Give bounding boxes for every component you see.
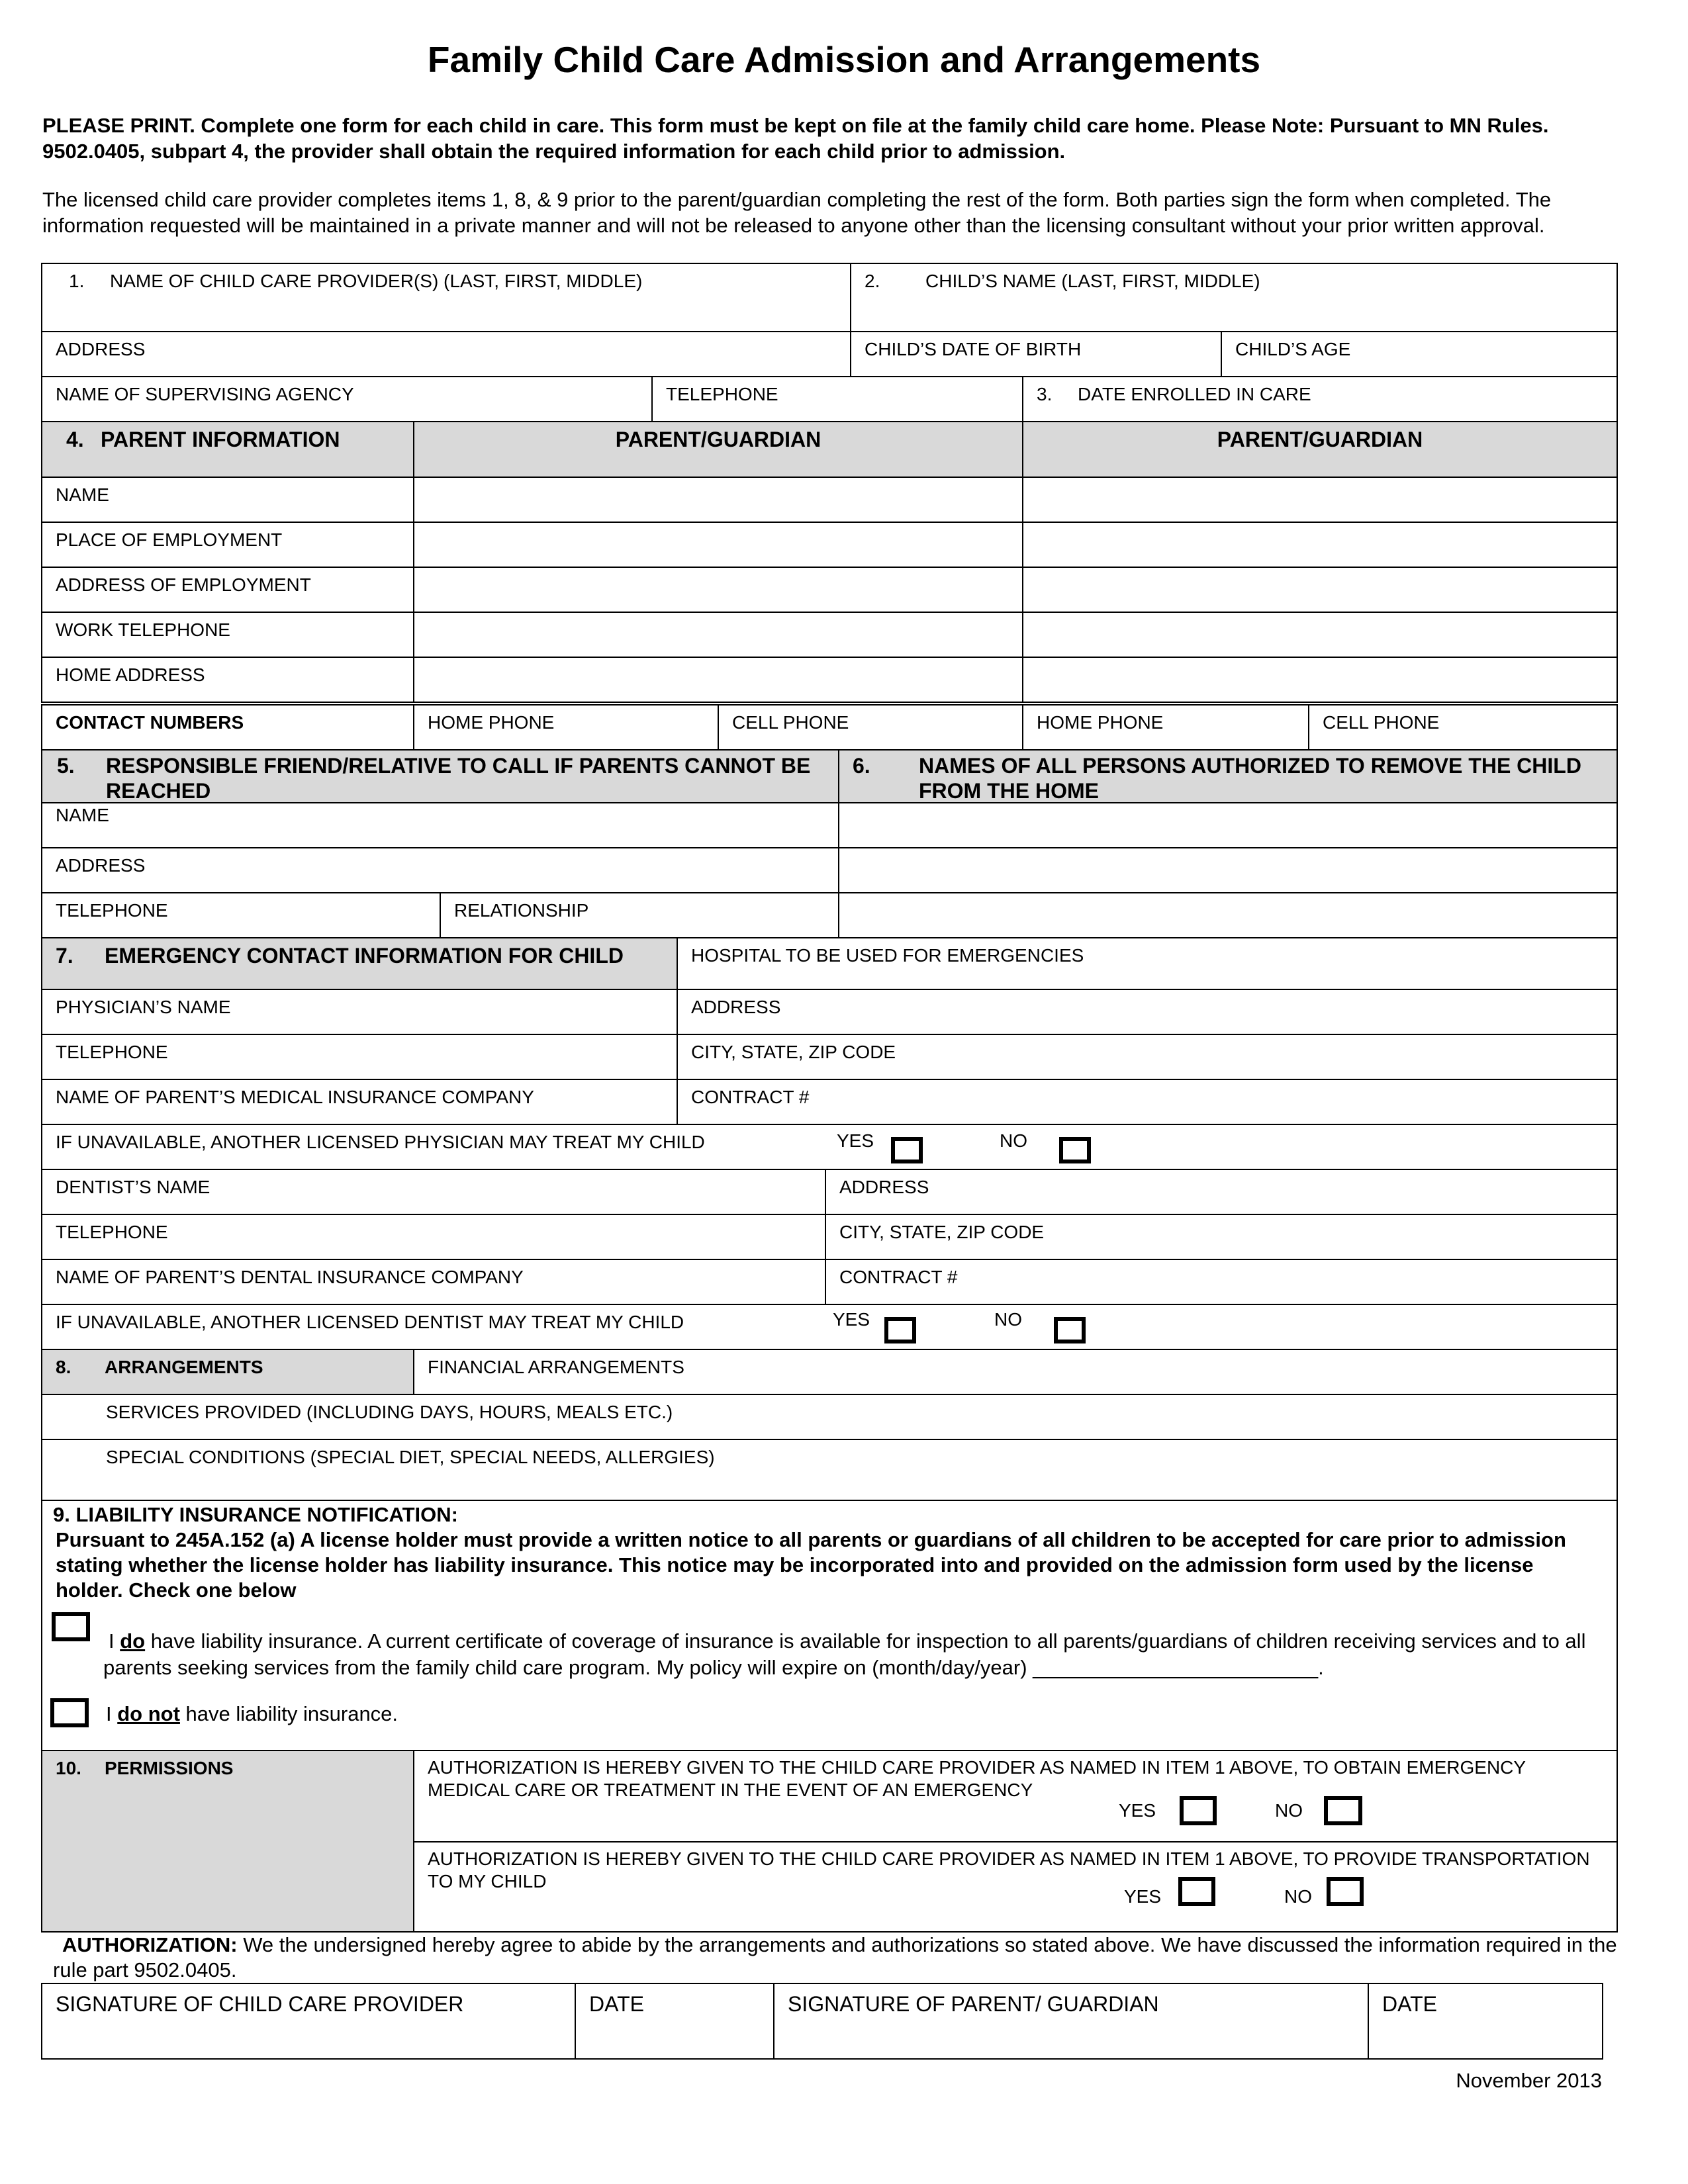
intro-privacy-note: The licensed child care provider completes items 1, 8, & 9 prior to the parent/guardian completing the rest of the form. Both parties sign the form when completed. The information requested will be maintained in a private manner and will not be released to anyone other than the licensing consultant without your prior written approval. <box>42 188 1552 237</box>
physician-city-field[interactable] <box>677 1034 1618 1080</box>
field-label: TELEPHONE <box>56 900 168 921</box>
emergency-care-yes-checkbox[interactable] <box>1180 1796 1217 1825</box>
dentist-city-field[interactable] <box>825 1214 1618 1260</box>
parent1-home-address-field[interactable] <box>413 657 1023 703</box>
transportation-no-checkbox[interactable] <box>1327 1877 1364 1906</box>
field-label: CITY, STATE, ZIP CODE <box>839 1222 1045 1242</box>
field-label: HOME PHONE <box>1037 712 1164 733</box>
parent2-place-of-employment-field[interactable] <box>1022 522 1618 568</box>
no-label: NO <box>1000 1130 1027 1151</box>
provider-name-field[interactable] <box>41 263 851 332</box>
field-label: ADDRESS <box>56 339 146 359</box>
field-label: SIGNATURE OF CHILD CARE PROVIDER <box>56 1992 464 2016</box>
form-title: Family Child Care Admission and Arrangements <box>427 39 1261 80</box>
field-label: DATE <box>589 1992 644 2016</box>
authorized-persons-header <box>838 749 1618 803</box>
dentist-consent-row <box>41 1304 1618 1350</box>
field-label: IF UNAVAILABLE, ANOTHER LICENSED DENTIST MAY TREAT MY CHILD <box>56 1312 684 1332</box>
dental-insurance-field[interactable] <box>41 1259 826 1305</box>
field-label: FINANCIAL ARRANGEMENTS <box>428 1357 684 1377</box>
date-enrolled-field[interactable] <box>1022 376 1618 422</box>
field-label: SERVICES PROVIDED (INCLUDING DAYS, HOURS, MEALS ETC.) <box>106 1402 673 1422</box>
dentist-no-checkbox[interactable] <box>1054 1317 1086 1343</box>
yes-label: YES <box>833 1309 870 1330</box>
field-label: TELEPHONE <box>666 384 778 404</box>
parent-place-of-employment-label: PLACE OF EMPLOYMENT <box>41 522 414 568</box>
field-label: DATE ENROLLED IN CARE <box>1078 384 1311 404</box>
dentist-address-field[interactable] <box>825 1169 1618 1215</box>
field-label: SIGNATURE OF PARENT/ GUARDIAN <box>788 1992 1159 2016</box>
parent2-name-field[interactable] <box>1022 477 1618 523</box>
item-number: 2. <box>865 271 880 291</box>
section-title: ARRANGEMENTS <box>105 1357 263 1377</box>
child-name-field[interactable] <box>850 263 1618 332</box>
field-label: RELATIONSHIP <box>454 900 589 921</box>
yes-label: YES <box>1124 1886 1162 1907</box>
physician-no-checkbox[interactable] <box>1059 1137 1091 1163</box>
contact-numbers-label: CONTACT NUMBERS <box>41 704 414 751</box>
parent-guardian-1-header: PARENT/GUARDIAN <box>413 421 1023 478</box>
parent-name-label: NAME <box>41 477 414 523</box>
hospital-field[interactable] <box>677 937 1618 990</box>
field-label: NAME OF PARENT’S MEDICAL INSURANCE COMPANY <box>56 1087 534 1107</box>
friend-relationship-field[interactable] <box>440 892 839 938</box>
transportation-yes-checkbox[interactable] <box>1178 1877 1215 1906</box>
section-title: RESPONSIBLE FRIEND/RELATIVE TO CALL IF PARENTS CANNOT BE REACHED <box>106 754 811 803</box>
field-label: NAME <box>56 805 109 825</box>
liability-heading: 9. LIABILITY INSURANCE NOTIFICATION: <box>53 1503 458 1526</box>
field-label: ADDRESS <box>56 855 146 876</box>
financial-arrangements-field[interactable] <box>413 1349 1618 1395</box>
field-label: CELL PHONE <box>732 712 849 733</box>
field-label: CHILD’S DATE OF BIRTH <box>865 339 1082 359</box>
child-age-field[interactable] <box>1221 331 1618 377</box>
do-have-insurance-text <box>103 1628 1599 1681</box>
do-not-have-insurance-text <box>106 1701 398 1727</box>
field-label: DENTIST’S NAME <box>56 1177 211 1197</box>
special-conditions-field[interactable] <box>41 1439 1618 1501</box>
parent2-home-phone-field[interactable] <box>1022 704 1309 751</box>
physician-telephone-field[interactable] <box>41 1034 678 1080</box>
parent-date-field[interactable] <box>1368 1983 1603 2060</box>
dentist-telephone-field[interactable] <box>41 1214 826 1260</box>
child-dob-field[interactable] <box>850 331 1222 377</box>
friend-address-field[interactable] <box>41 847 839 893</box>
no-label: NO <box>994 1309 1022 1330</box>
field-label: TELEPHONE <box>56 1042 168 1062</box>
provider-signature-field[interactable] <box>41 1983 576 2060</box>
field-label: HOSPITAL TO BE USED FOR EMERGENCIES <box>691 945 1084 966</box>
transportation-authorization <box>413 1841 1618 1933</box>
form-revision-date: November 2013 <box>1456 2069 1602 2092</box>
parent1-work-telephone-field[interactable] <box>413 612 1023 658</box>
do-have-insurance-checkbox[interactable] <box>52 1612 90 1641</box>
field-label: NAME OF PARENT’S DENTAL INSURANCE COMPANY <box>56 1267 524 1287</box>
do-not-have-insurance-checkbox[interactable] <box>50 1698 89 1727</box>
field-label: CONTRACT # <box>691 1087 810 1107</box>
section-title: NAMES OF ALL PERSONS AUTHORIZED TO REMOVE THE CHILD FROM THE HOME <box>919 754 1581 803</box>
parent1-home-phone-field[interactable] <box>413 704 719 751</box>
parent1-name-field[interactable] <box>413 477 1023 523</box>
item-number: 5. <box>57 754 75 778</box>
field-label: PHYSICIAN’S NAME <box>56 997 231 1017</box>
friend-name-field[interactable] <box>41 802 839 848</box>
field-label: DATE <box>1382 1992 1437 2016</box>
provider-date-field[interactable] <box>575 1983 774 2060</box>
field-label: NAME OF SUPERVISING AGENCY <box>56 384 354 404</box>
text-prefix: I <box>109 1629 120 1653</box>
liability-notice-text: Pursuant to 245A.152 (a) A license holder must provide a written notice to all parents or guardians of all children to be accepted for care prior to admission stating whether the license holder has liability insurance. This notice may be incorporated into and provided on the admission form used by the license holder. Check one below <box>56 1528 1566 1602</box>
medical-insurance-field[interactable] <box>41 1079 678 1125</box>
field-label: ADDRESS <box>691 997 781 1017</box>
section-title: PARENT INFORMATION <box>101 428 340 451</box>
supervising-agency-field[interactable] <box>41 376 653 422</box>
parent1-address-of-employment-field[interactable] <box>413 567 1023 613</box>
emergency-care-authorization <box>413 1750 1618 1843</box>
dentist-name-field[interactable] <box>41 1169 826 1215</box>
field-label: TELEPHONE <box>56 1222 168 1242</box>
section-title: EMERGENCY CONTACT INFORMATION FOR CHILD <box>105 944 624 968</box>
emergency-care-no-checkbox[interactable] <box>1324 1796 1362 1825</box>
no-label: NO <box>1284 1886 1312 1907</box>
section-title: PERMISSIONS <box>105 1758 234 1778</box>
intro-instructions: PLEASE PRINT. Complete one form for each child in care. This form must be kept on file at the family child care home. Please Note: Pursuant to MN Rules. 9502.0405, subpart 4, the provider shall obtain the required information for each child prior to admission. <box>42 114 1549 163</box>
field-label: SPECIAL CONDITIONS (SPECIAL DIET, SPECIAL NEEDS, ALLERGIES) <box>106 1447 715 1467</box>
item-number: 6. <box>853 754 870 778</box>
authorized-person-2-field[interactable] <box>838 847 1618 893</box>
yes-label: YES <box>1119 1800 1156 1821</box>
parent-guardian-2-header: PARENT/GUARDIAN <box>1022 421 1618 478</box>
parent-address-of-employment-label: ADDRESS OF EMPLOYMENT <box>41 567 414 613</box>
item-number: 3. <box>1037 384 1053 404</box>
field-label: CHILD’S AGE <box>1235 339 1351 359</box>
authorization-statement <box>53 1933 1628 1983</box>
text-body: have liability insurance. <box>179 1702 399 1725</box>
dentist-yes-checkbox[interactable] <box>884 1317 916 1343</box>
item-number: 10. <box>56 1758 81 1778</box>
field-label: CITY, STATE, ZIP CODE <box>691 1042 896 1062</box>
friend-telephone-field[interactable] <box>41 892 441 938</box>
item-number: 1. <box>69 271 85 291</box>
parent-work-telephone-label: WORK TELEPHONE <box>41 612 414 658</box>
services-provided-field[interactable] <box>41 1394 1618 1440</box>
physician-yes-checkbox[interactable] <box>891 1137 923 1163</box>
field-label: CONTRACT # <box>839 1267 958 1287</box>
parent-signature-field[interactable] <box>773 1983 1369 2060</box>
emphasis-do-not: do not <box>117 1702 180 1725</box>
authorization-text: We the undersigned hereby agree to abide by the arrangements and authorizations so stated above. We have discussed the information required in the rule part 9502.0405. <box>53 1933 1617 1981</box>
item-number: 4. <box>66 428 84 451</box>
parent2-cell-phone-field[interactable] <box>1308 704 1618 751</box>
item-number: 8. <box>56 1357 71 1377</box>
field-label: CHILD’S NAME (LAST, FIRST, MIDDLE) <box>925 271 1260 291</box>
authorization-label: AUTHORIZATION: <box>62 1933 238 1956</box>
physician-name-field[interactable] <box>41 989 678 1035</box>
provider-address-field[interactable] <box>41 331 851 377</box>
responsible-friend-header <box>41 749 839 803</box>
authorization-text: AUTHORIZATION IS HEREBY GIVEN TO THE CHILD CARE PROVIDER AS NAMED IN ITEM 1 ABOVE, TO PROVIDE TRANSPORTATION TO MY CHILD <box>428 1848 1590 1891</box>
arrangements-header <box>41 1349 414 1395</box>
field-label: IF UNAVAILABLE, ANOTHER LICENSED PHYSICIAN MAY TREAT MY CHILD <box>56 1132 705 1152</box>
physician-consent-row <box>41 1124 1618 1170</box>
parent-information-header <box>41 421 414 478</box>
authorized-person-3-field[interactable] <box>838 892 1618 938</box>
parent1-cell-phone-field[interactable] <box>718 704 1023 751</box>
emphasis-do: do <box>120 1629 146 1653</box>
yes-label: YES <box>837 1130 874 1151</box>
parent1-place-of-employment-field[interactable] <box>413 522 1023 568</box>
text-body: have liability insurance. A current certificate of coverage of insurance is available for inspection to all parents/guardians of children receiving services and to all parents seeking services from the family child care program. My policy will expire on (month/day/year) _________________________. <box>103 1629 1586 1679</box>
parent2-work-telephone-field[interactable] <box>1022 612 1618 658</box>
authorized-person-1-field[interactable] <box>838 802 1618 848</box>
no-label: NO <box>1275 1800 1303 1821</box>
agency-telephone-field[interactable] <box>651 376 1023 422</box>
emergency-contact-header <box>41 937 678 990</box>
field-label: HOME PHONE <box>428 712 555 733</box>
medical-contract-field[interactable] <box>677 1079 1618 1125</box>
parent2-home-address-field[interactable] <box>1022 657 1618 703</box>
permissions-header <box>41 1750 414 1933</box>
field-label: NAME OF CHILD CARE PROVIDER(S) (LAST, FIRST, MIDDLE) <box>110 271 643 291</box>
parent-home-address-label: HOME ADDRESS <box>41 657 414 703</box>
authorization-text: AUTHORIZATION IS HEREBY GIVEN TO THE CHILD CARE PROVIDER AS NAMED IN ITEM 1 ABOVE, TO OBTAIN EMERGENCY MEDICAL CARE OR TREATMENT IN THE EVENT OF AN EMERGENCY <box>428 1757 1526 1800</box>
field-label: CELL PHONE <box>1323 712 1440 733</box>
field-label: ADDRESS <box>839 1177 929 1197</box>
dental-contract-field[interactable] <box>825 1259 1618 1305</box>
parent2-address-of-employment-field[interactable] <box>1022 567 1618 613</box>
item-number: 7. <box>56 944 73 968</box>
physician-address-field[interactable] <box>677 989 1618 1035</box>
text-prefix: I <box>106 1702 118 1725</box>
